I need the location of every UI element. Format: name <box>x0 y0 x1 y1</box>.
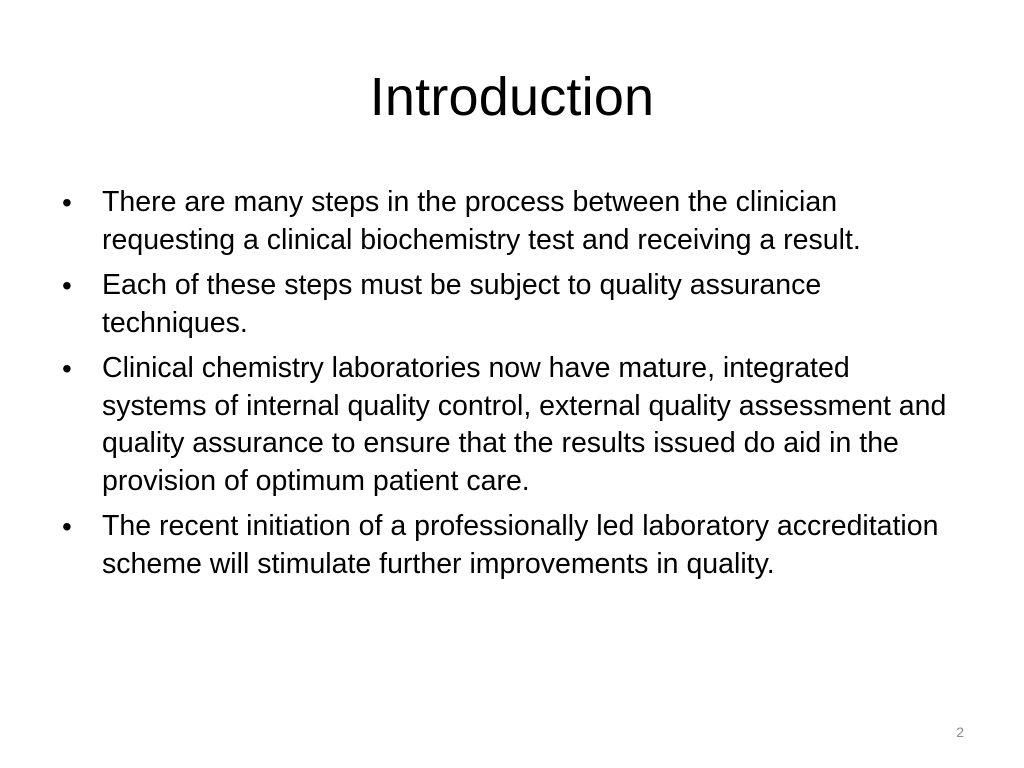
bullet-icon: • <box>62 353 72 384</box>
bullet-item <box>62 350 962 500</box>
bullet-icon: • <box>62 511 72 542</box>
bullet-item <box>62 184 962 259</box>
bullet-text: The recent initiation of a professionally led laboratory accreditation scheme will stimulate further improvements in quality. <box>102 510 939 580</box>
bullet-text: There are many steps in the process between the clinician requesting a clinical biochemistry test and receiving a result. <box>102 186 861 256</box>
bullet-text: Clinical chemistry laboratories now have mature, integrated systems of internal quality control, external quality assessment and quality assurance to ensure that the results issued do aid in the provision of optimum patient care. <box>102 352 947 497</box>
bullet-item <box>62 267 962 342</box>
bullet-text: Each of these steps must be subject to quality assurance techniques. <box>102 269 822 339</box>
bullet-item <box>62 508 962 583</box>
bullet-icon: • <box>62 187 72 218</box>
slide-title: Introduction <box>369 67 655 127</box>
slide-number: 2 <box>956 724 964 740</box>
bullet-list <box>62 184 962 591</box>
bullet-icon: • <box>62 270 72 301</box>
